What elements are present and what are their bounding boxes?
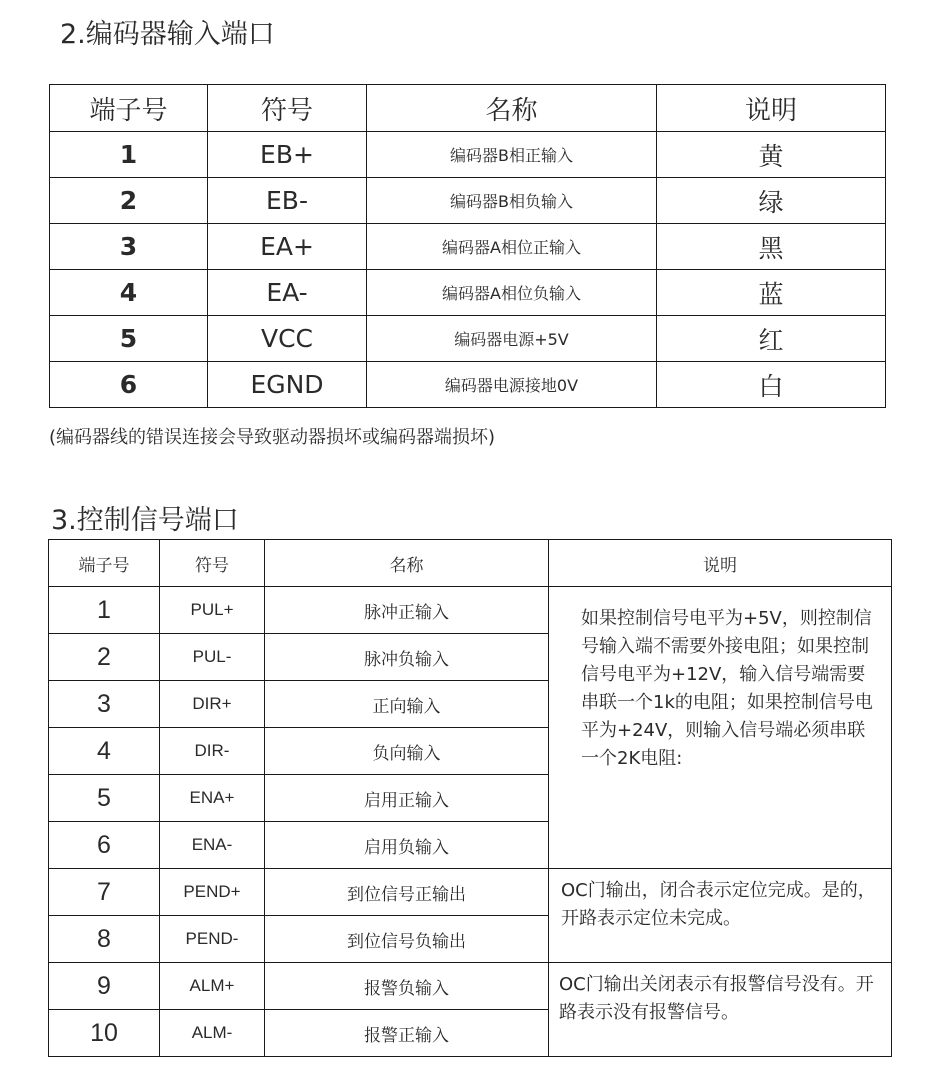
name: 报警负输入 xyxy=(265,963,549,1010)
header-description: 说明 xyxy=(657,85,886,132)
name: 脉冲负输入 xyxy=(265,634,549,681)
encoder-port-table xyxy=(49,84,886,408)
wiring-warning-note: (编码器线的错误连接会导致驱动器损坏或编码器端损坏) xyxy=(49,427,496,448)
terminal-no: 10 xyxy=(49,1010,160,1057)
symbol: VCC xyxy=(208,316,367,362)
description-alarm-output: OC门输出关闭表示有报警信号没有。开路表示没有报警信号。 xyxy=(549,963,892,1057)
name: 到位信号正输出 xyxy=(265,869,549,916)
terminal-no: 5 xyxy=(50,316,208,362)
table-row xyxy=(50,270,886,316)
table-row xyxy=(49,963,892,1010)
symbol: DIR+ xyxy=(160,681,265,728)
wire-color: 黄 xyxy=(657,132,886,178)
symbol: EA- xyxy=(208,270,367,316)
control-signal-port-table xyxy=(48,539,892,1057)
name: 到位信号负输出 xyxy=(265,916,549,963)
wire-color: 黑 xyxy=(657,224,886,270)
name: 报警正输入 xyxy=(265,1010,549,1057)
header-name: 名称 xyxy=(265,540,549,587)
terminal-no: 7 xyxy=(49,869,160,916)
name: 编码器A相位负输入 xyxy=(367,270,657,316)
symbol: PUL- xyxy=(160,634,265,681)
description-pend-output: OC门输出，闭合表示定位完成。是的，开路表示定位未完成。 xyxy=(549,869,892,963)
header-symbol: 符号 xyxy=(160,540,265,587)
symbol: ENA- xyxy=(160,822,265,869)
table-row xyxy=(50,316,886,362)
terminal-no: 2 xyxy=(49,634,160,681)
symbol: ALM- xyxy=(160,1010,265,1057)
table-row xyxy=(50,132,886,178)
table-row xyxy=(50,224,886,270)
symbol: EGND xyxy=(208,362,367,408)
symbol: PEND+ xyxy=(160,869,265,916)
name: 启用负输入 xyxy=(265,822,549,869)
table-row xyxy=(49,587,892,634)
wire-color: 红 xyxy=(657,316,886,362)
symbol: PEND- xyxy=(160,916,265,963)
header-symbol: 符号 xyxy=(208,85,367,132)
terminal-no: 1 xyxy=(49,587,160,634)
name: 编码器A相位正输入 xyxy=(367,224,657,270)
symbol: ALM+ xyxy=(160,963,265,1010)
name: 启用正输入 xyxy=(265,775,549,822)
wire-color: 绿 xyxy=(657,178,886,224)
table-row xyxy=(50,178,886,224)
terminal-no: 2 xyxy=(50,178,208,224)
symbol: EA+ xyxy=(208,224,367,270)
terminal-no: 6 xyxy=(50,362,208,408)
wire-color: 白 xyxy=(657,362,886,408)
header-terminal-no: 端子号 xyxy=(50,85,208,132)
table-header-row xyxy=(50,85,886,132)
terminal-no: 9 xyxy=(49,963,160,1010)
name: 编码器B相正输入 xyxy=(367,132,657,178)
symbol: PUL+ xyxy=(160,587,265,634)
terminal-no: 4 xyxy=(49,728,160,775)
symbol: ENA+ xyxy=(160,775,265,822)
section-title-control-signal-port: 3.控制信号端口 xyxy=(51,505,239,536)
terminal-no: 5 xyxy=(49,775,160,822)
terminal-no: 3 xyxy=(50,224,208,270)
name: 脉冲正输入 xyxy=(265,587,549,634)
symbol: EB- xyxy=(208,178,367,224)
header-terminal-no: 端子号 xyxy=(49,540,160,587)
terminal-no: 8 xyxy=(49,916,160,963)
name: 编码器电源+5V xyxy=(367,316,657,362)
terminal-no: 6 xyxy=(49,822,160,869)
table-header-row xyxy=(49,540,892,587)
name: 正向输入 xyxy=(265,681,549,728)
symbol: DIR- xyxy=(160,728,265,775)
symbol: EB+ xyxy=(208,132,367,178)
section-title-encoder-port: 2.编码器输入端口 xyxy=(60,19,275,50)
name: 负向输入 xyxy=(265,728,549,775)
terminal-no: 4 xyxy=(50,270,208,316)
header-description: 说明 xyxy=(549,540,892,587)
name: 编码器电源接地0V xyxy=(367,362,657,408)
name: 编码器B相负输入 xyxy=(367,178,657,224)
terminal-no: 1 xyxy=(50,132,208,178)
header-name: 名称 xyxy=(367,85,657,132)
wire-color: 蓝 xyxy=(657,270,886,316)
table-row xyxy=(49,869,892,916)
description-input-levels: 如果控制信号电平为+5V，则控制信号输入端不需要外接电阻；如果控制信号电平为+12V，输入信号端需要串联一个1k的电阻；如果控制信号电平为+24V，则输入信号端必须串联一个2K电阻: xyxy=(549,587,892,869)
terminal-no: 3 xyxy=(49,681,160,728)
table-row xyxy=(50,362,886,408)
